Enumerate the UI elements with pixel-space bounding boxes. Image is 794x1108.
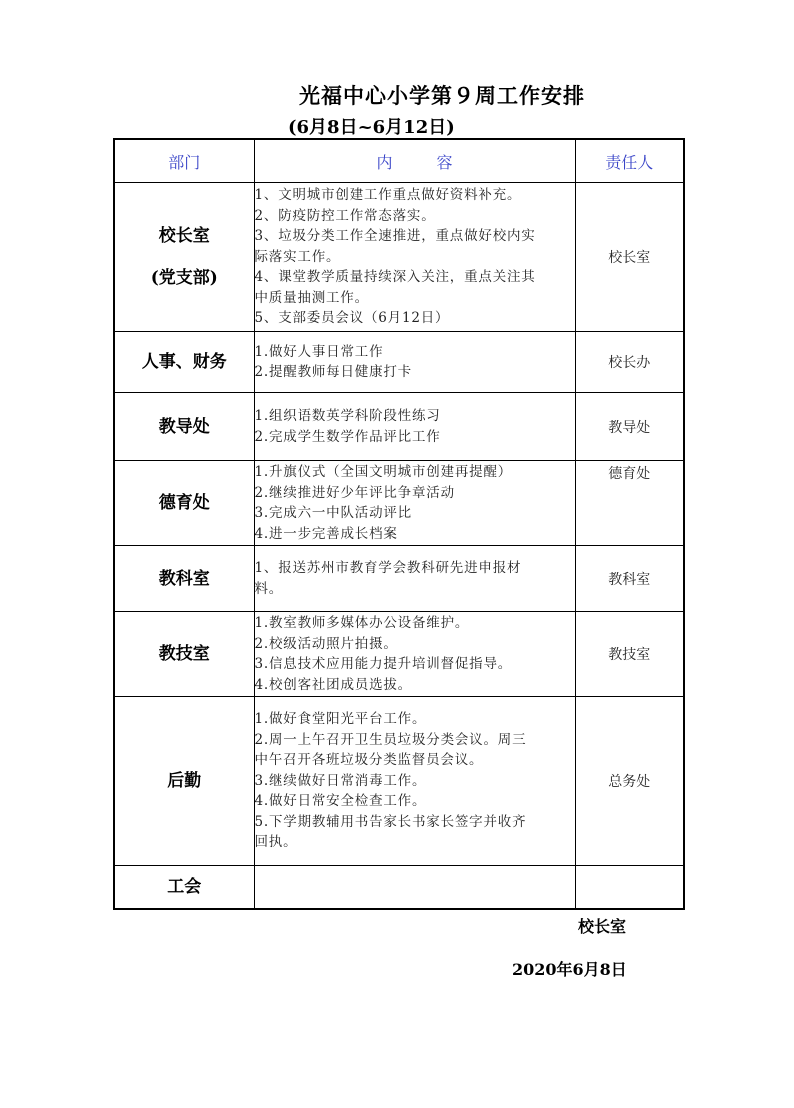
department-name: 校长室 bbox=[158, 226, 210, 246]
page-title: 光福中心小学第９周工作安排 bbox=[299, 83, 585, 108]
content-line: 1.升旗仪式（全国文明城市创建再提醒） bbox=[254, 464, 513, 480]
table-row bbox=[114, 461, 684, 546]
content-line: 4.校创客社团成员选拔。 bbox=[254, 676, 412, 693]
header-content-char-2: 容 bbox=[436, 152, 453, 172]
responsible-cell: 教导处 bbox=[575, 393, 684, 461]
content-line: 2.完成学生数学作品评比工作 bbox=[254, 428, 441, 445]
content-line: 2.提醒教师每日健康打卡 bbox=[254, 364, 412, 380]
table-row bbox=[114, 697, 684, 866]
department-cell bbox=[114, 183, 254, 332]
content-line: 1、报送苏州市教育学会教科研先进申报材 bbox=[254, 560, 522, 576]
department-name: 教技室 bbox=[158, 644, 210, 664]
department-cell bbox=[114, 461, 254, 546]
responsible-cell: 总务处 bbox=[575, 697, 684, 866]
department-cell bbox=[114, 332, 254, 393]
content-line: 际落实工作。 bbox=[254, 248, 341, 265]
department-cell bbox=[114, 697, 254, 866]
content-line: 4.做好日常安全检查工作。 bbox=[254, 793, 427, 810]
content-line: 4.进一步完善成长档案 bbox=[254, 525, 398, 542]
content-line: 4、课堂教学质量持续深入关注，重点关注其 bbox=[254, 269, 536, 286]
signature-office: 校长室 bbox=[578, 917, 627, 936]
content-line: 5.下学期教辅用书告家长书家长签字并收齐 bbox=[254, 813, 527, 830]
table-row bbox=[114, 612, 684, 697]
content-line: 1.组织语数英学科阶段性练习 bbox=[254, 408, 441, 424]
header-responsible: 责任人 bbox=[575, 139, 684, 183]
responsible-cell bbox=[575, 866, 684, 910]
header-content-char-1: 内 bbox=[376, 152, 393, 172]
header-content bbox=[254, 139, 575, 183]
table-row bbox=[114, 546, 684, 612]
content-line: 中午召开各班垃圾分类监督员会议。 bbox=[254, 752, 484, 769]
department-cell bbox=[114, 546, 254, 612]
responsible-cell: 校长办 bbox=[575, 332, 684, 393]
content-cell bbox=[254, 461, 575, 546]
content-line: 1、文明城市创建工作重点做好资料补充。 bbox=[254, 187, 522, 204]
content-line: 1.教室教师多媒体办公设备维护。 bbox=[254, 615, 470, 631]
content-line: 3.继续做好日常消毒工作。 bbox=[254, 772, 427, 789]
content-cell bbox=[254, 183, 575, 332]
content-cell bbox=[254, 546, 575, 612]
table-row bbox=[114, 866, 684, 910]
department-name: 教科室 bbox=[158, 568, 210, 589]
content-line: 3.信息技术应用能力提升培训督促指导。 bbox=[254, 656, 513, 672]
department-name: 人事、财务 bbox=[141, 352, 227, 372]
table-row bbox=[114, 183, 684, 332]
header-department: 部门 bbox=[114, 139, 254, 183]
content-cell bbox=[254, 393, 575, 461]
department-name: 教导处 bbox=[158, 416, 210, 437]
content-line: 1.做好人事日常工作 bbox=[254, 343, 384, 360]
table-row bbox=[114, 332, 684, 393]
responsible-cell: 教技室 bbox=[575, 612, 684, 697]
table-row bbox=[114, 393, 684, 461]
department-name: 后勤 bbox=[167, 771, 202, 791]
responsible-cell: 德育处 bbox=[575, 461, 684, 546]
content-cell bbox=[254, 697, 575, 866]
department-cell bbox=[114, 612, 254, 697]
content-line: 料。 bbox=[254, 580, 284, 597]
content-line: 3、垃圾分类工作全速推进，重点做好校内实 bbox=[254, 228, 536, 245]
department-cell bbox=[114, 393, 254, 461]
date-range-subtitle: (6月8日~6月12日) bbox=[288, 117, 455, 138]
department-subname: (党支部) bbox=[150, 268, 218, 288]
content-line: 中质量抽测工作。 bbox=[254, 289, 369, 306]
department-name: 德育处 bbox=[158, 493, 210, 513]
table-header-row bbox=[114, 139, 684, 183]
content-line: 2、防疫防控工作常态落实。 bbox=[254, 207, 436, 224]
signature-date: 2020年6月8日 bbox=[512, 960, 627, 979]
content-line: 回执。 bbox=[254, 834, 298, 851]
work-schedule-table bbox=[113, 138, 685, 910]
content-line: 5、支部委员会议（6月12日） bbox=[254, 310, 450, 327]
responsible-cell: 校长室 bbox=[575, 183, 684, 332]
content-cell bbox=[254, 612, 575, 697]
responsible-cell: 教科室 bbox=[575, 546, 684, 612]
content-line: 2.周一上午召开卫生员垃圾分类会议。周三 bbox=[254, 731, 527, 748]
content-line: 1.做好食堂阳光平台工作。 bbox=[254, 711, 427, 728]
content-cell bbox=[254, 332, 575, 393]
content-cell bbox=[254, 866, 575, 910]
content-line: 3.完成六一中队活动评比 bbox=[254, 505, 412, 521]
content-line: 2.继续推进好少年评比争章活动 bbox=[254, 484, 455, 501]
content-line: 2.校级活动照片拍摄。 bbox=[254, 635, 398, 652]
department-cell bbox=[114, 866, 254, 910]
department-name: 工会 bbox=[167, 877, 202, 897]
